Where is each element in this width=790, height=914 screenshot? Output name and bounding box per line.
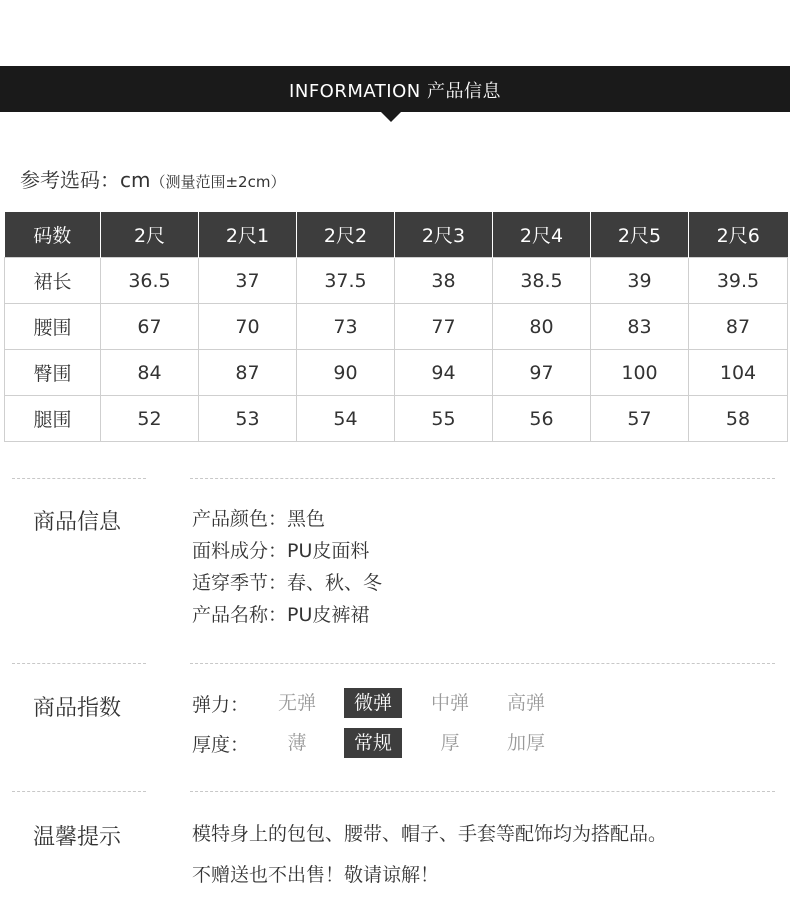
product-color-line: 产品颜色：黑色	[192, 508, 326, 530]
table-cell: 腰围	[5, 304, 101, 350]
table-cell: 54	[297, 396, 395, 442]
banner-title: INFORMATION 产品信息	[289, 81, 501, 102]
size-table-header: 2尺6	[689, 212, 788, 258]
banner-pointer	[381, 112, 401, 122]
elasticity-option-none: 无弹	[277, 692, 316, 714]
section-divider-long	[190, 791, 775, 792]
table-row	[5, 304, 788, 350]
table-cell: 38	[395, 258, 493, 304]
table-row	[5, 350, 788, 396]
size-table-header: 2尺	[101, 212, 199, 258]
table-cell: 腿围	[5, 396, 101, 442]
thickness-label: 厚度：	[192, 734, 250, 756]
table-cell: 39	[591, 258, 689, 304]
size-table-header: 2尺2	[297, 212, 395, 258]
table-cell: 裙长	[5, 258, 101, 304]
size-table	[4, 212, 788, 442]
table-cell: 90	[297, 350, 395, 396]
tips-line-accessories: 模特身上的包包、腰带、帽子、手套等配饰均为搭配品。	[192, 823, 668, 845]
table-cell: 58	[689, 396, 788, 442]
table-cell: 36.5	[101, 258, 199, 304]
section-divider-short	[12, 791, 146, 792]
product-name-line: 产品名称：PU皮裤裙	[192, 604, 370, 626]
size-table-header: 码数	[5, 212, 101, 258]
section-divider-long	[190, 663, 775, 664]
section-divider-short	[12, 478, 146, 479]
section-divider-long	[190, 478, 775, 479]
size-table-header-row	[5, 212, 788, 258]
thickness-option-thin: 薄	[287, 732, 307, 754]
table-cell: 77	[395, 304, 493, 350]
size-table-header: 2尺5	[591, 212, 689, 258]
product-index-title: 商品指数	[33, 696, 122, 721]
elasticity-option-medium: 中弹	[430, 692, 469, 714]
thickness-option-extra-thick: 加厚	[506, 732, 545, 754]
table-cell: 39.5	[689, 258, 788, 304]
table-cell: 55	[395, 396, 493, 442]
fabric-line: 面料成分：PU皮面料	[192, 540, 370, 562]
table-cell: 52	[101, 396, 199, 442]
table-cell: 37	[199, 258, 297, 304]
size-table-header: 2尺3	[395, 212, 493, 258]
table-cell: 100	[591, 350, 689, 396]
size-reference-label: 参考选码：cm	[20, 168, 151, 192]
product-info-title: 商品信息	[33, 510, 122, 535]
size-table-header: 2尺1	[199, 212, 297, 258]
info-banner	[0, 66, 790, 112]
table-cell: 87	[689, 304, 788, 350]
table-cell: 87	[199, 350, 297, 396]
table-cell: 73	[297, 304, 395, 350]
table-cell: 97	[493, 350, 591, 396]
table-cell: 53	[199, 396, 297, 442]
table-cell: 38.5	[493, 258, 591, 304]
table-cell: 84	[101, 350, 199, 396]
elasticity-row	[192, 688, 612, 718]
size-reference-note: （测量范围±2cm）	[150, 173, 286, 191]
elasticity-label: 弹力：	[192, 694, 250, 716]
size-table-header: 2尺4	[493, 212, 591, 258]
elasticity-option-slight: 微弹	[344, 688, 402, 718]
table-cell: 37.5	[297, 258, 395, 304]
tips-line-not-for-sale: 不赠送也不出售！敬请谅解！	[192, 864, 440, 886]
table-cell: 臀围	[5, 350, 101, 396]
table-cell: 56	[493, 396, 591, 442]
elasticity-option-high: 高弹	[506, 692, 545, 714]
section-divider-short	[12, 663, 146, 664]
table-cell: 57	[591, 396, 689, 442]
thickness-row	[192, 728, 612, 758]
table-cell: 104	[689, 350, 788, 396]
table-cell: 70	[199, 304, 297, 350]
table-row	[5, 396, 788, 442]
table-cell: 94	[395, 350, 493, 396]
size-reference	[20, 164, 285, 193]
season-line: 适穿季节：春、秋、冬	[192, 572, 383, 594]
table-cell: 83	[591, 304, 689, 350]
table-cell: 80	[493, 304, 591, 350]
table-cell: 67	[101, 304, 199, 350]
thickness-option-regular: 常规	[344, 728, 402, 758]
thickness-option-thick: 厚	[440, 732, 460, 754]
table-row	[5, 258, 788, 304]
tips-title: 温馨提示	[33, 825, 122, 850]
